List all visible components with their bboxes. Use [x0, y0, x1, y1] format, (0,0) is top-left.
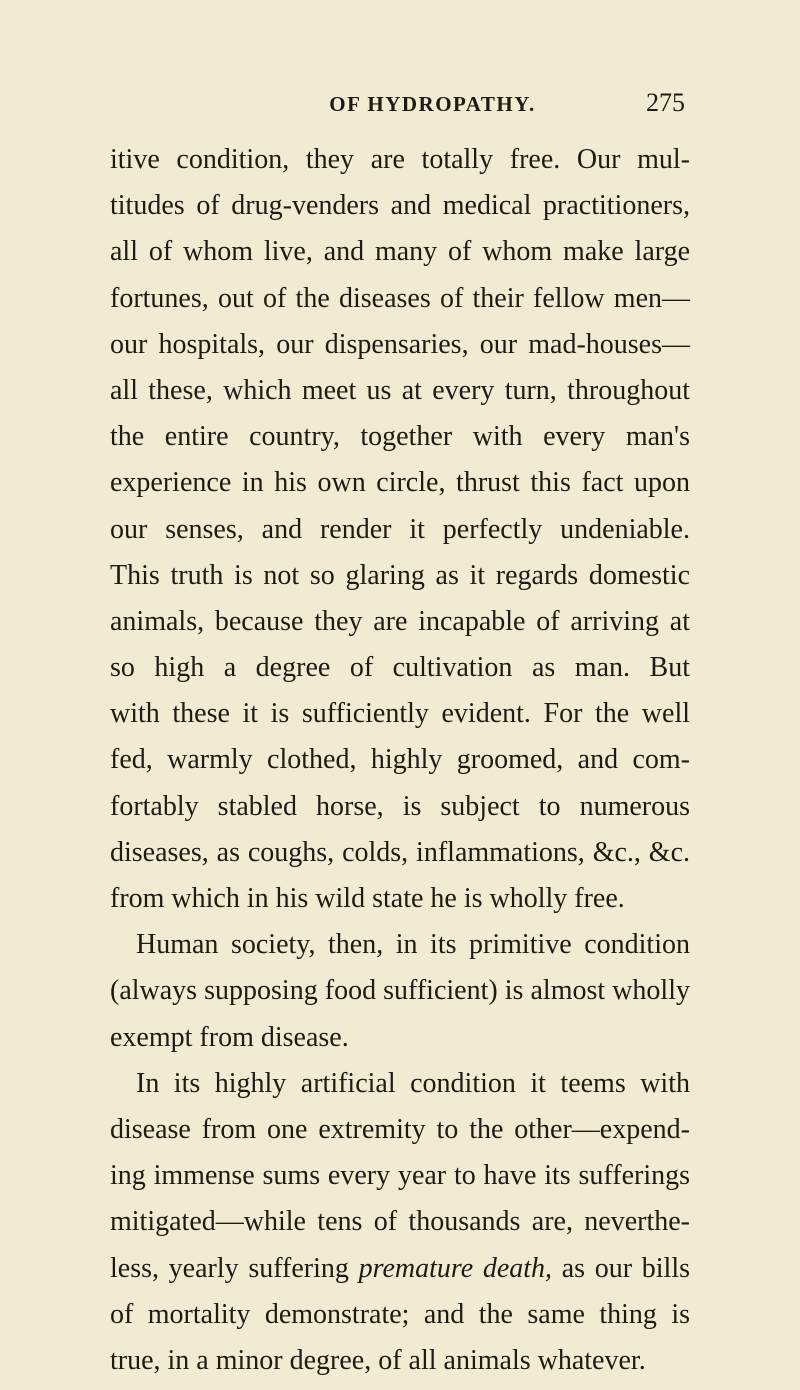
text-line: from which in his wild state he is wholly free. — [110, 883, 625, 914]
paragraph-start-line: Human society, then, in its primitive condition — [136, 929, 690, 961]
running-title: OF HYDROPATHY. — [329, 92, 536, 116]
text-line: fortunes, out of the diseases of their fellow men— — [110, 282, 690, 314]
paragraph-start-line: In its highly artificial condition it teems with — [136, 1067, 690, 1099]
text-line: the entire country, together with every man's — [110, 421, 690, 453]
body-text — [110, 137, 690, 1384]
text-line: diseases, as coughs, colds, inflammations, &c., &c. — [110, 836, 690, 868]
text-line: our senses, and render it perfectly undeniable. — [110, 513, 690, 545]
text-line: of mortality demonstrate; and the same thing is — [110, 1298, 690, 1330]
text-line: fortably stabled horse, is subject to numerous — [110, 790, 690, 822]
italic-phrase: premature death, — [358, 1252, 553, 1284]
text-line: all of whom live, and many of whom make large — [110, 236, 690, 268]
text-line: (always supposing food sufficient) is almost wholly — [110, 975, 690, 1007]
text-line: exempt from disease. — [110, 1021, 349, 1053]
text-run: less, yearly suffering — [110, 1252, 359, 1284]
text-line: disease from one extremity to the other—expend- — [110, 1113, 690, 1145]
page-number: 275 — [646, 88, 685, 117]
text-line: experience in his own circle, thrust this fact upon — [110, 467, 690, 499]
text-line: ing immense sums every year to have its sufferings — [110, 1160, 690, 1192]
text-line — [110, 1246, 690, 1292]
running-head — [110, 88, 685, 122]
text-line: itive condition, they are totally free. Our mul- — [110, 144, 690, 175]
text-line: fed, warmly clothed, highly groomed, and com- — [110, 744, 690, 776]
text-line: titudes of drug-venders and medical practitioners, — [110, 190, 690, 222]
text-line: so high a degree of cultivation as man. But — [110, 652, 690, 684]
text-line: our hospitals, our dispensaries, our mad-houses— — [110, 328, 690, 360]
text-line: with these it is sufficiently evident. For the well — [110, 698, 690, 730]
text-line: This truth is not so glaring as it regards domestic — [110, 559, 690, 591]
text-line: mitigated—while tens of thousands are, neverthe- — [110, 1206, 690, 1238]
text-line: all these, which meet us at every turn, throughout — [110, 374, 690, 406]
text-line: animals, because they are incapable of arriving at — [110, 605, 690, 637]
text-run: as our bills — [552, 1252, 691, 1284]
text-line: true, in a minor degree, of all animals whatever. — [110, 1344, 646, 1376]
